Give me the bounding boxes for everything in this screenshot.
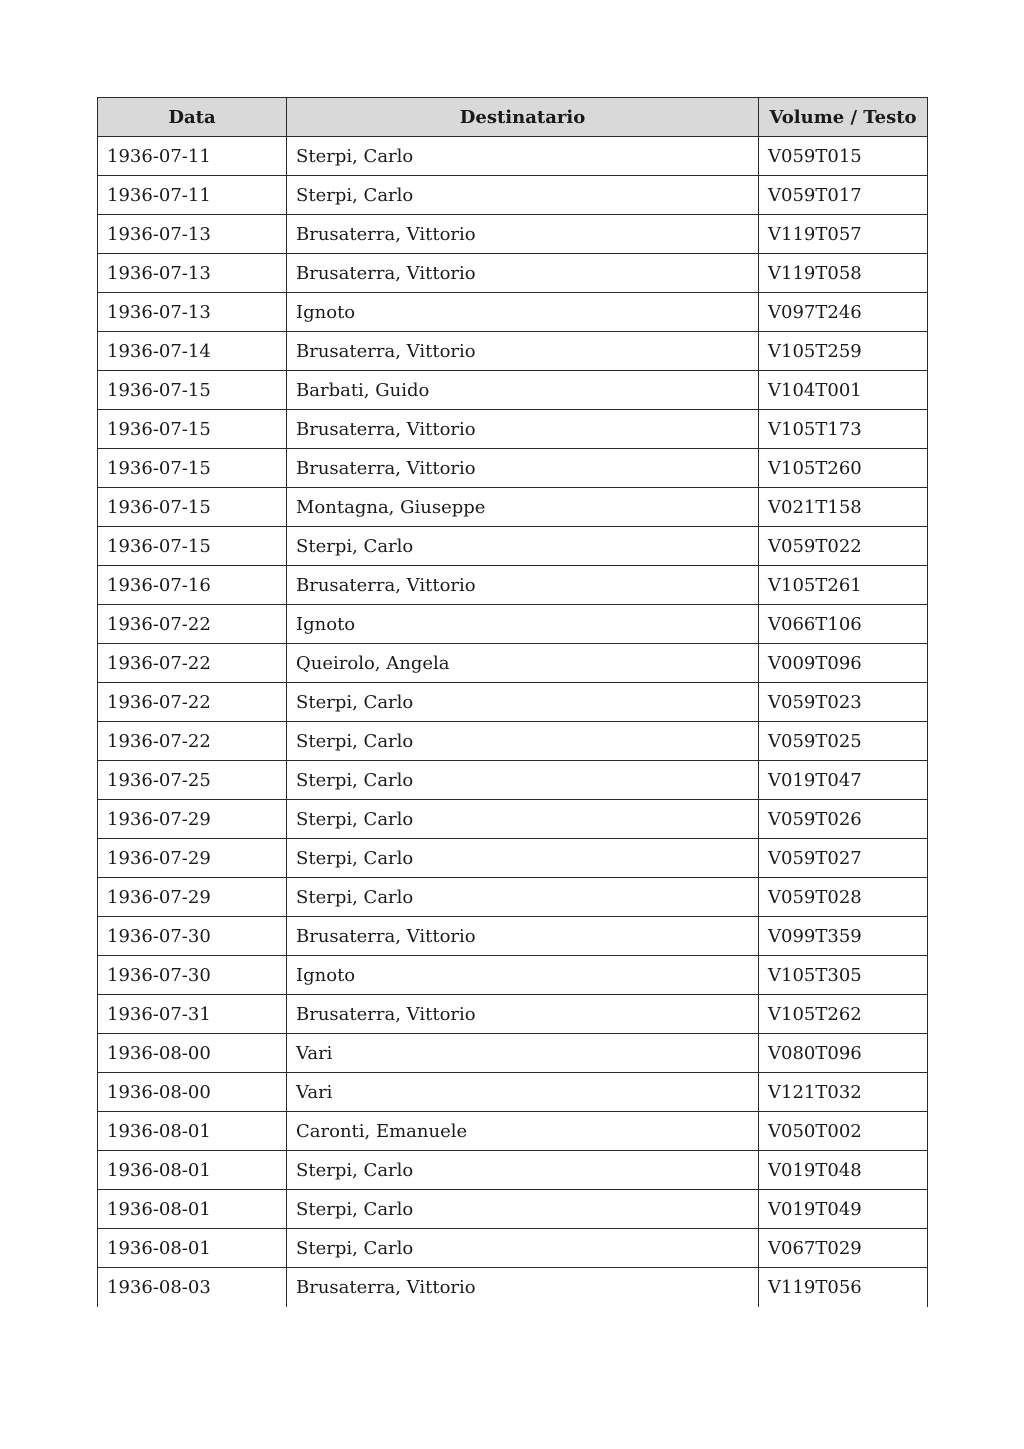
cell-date: 1936-07-15: [98, 488, 287, 527]
table-row: [98, 1034, 928, 1073]
cell-date: 1936-07-22: [98, 722, 287, 761]
table-row: [98, 1229, 928, 1268]
table-row: [98, 566, 928, 605]
cell-date: 1936-07-11: [98, 137, 287, 176]
cell-recipient: Montagna, Giuseppe: [287, 488, 759, 527]
cell-recipient: Sterpi, Carlo: [287, 761, 759, 800]
cell-recipient: Ignoto: [287, 605, 759, 644]
cell-date: 1936-08-01: [98, 1112, 287, 1151]
cell-volume: V009T096: [759, 644, 928, 683]
cell-date: 1936-08-01: [98, 1190, 287, 1229]
cell-date: 1936-07-14: [98, 332, 287, 371]
cell-date: 1936-07-29: [98, 839, 287, 878]
cell-volume: V019T049: [759, 1190, 928, 1229]
cell-date: 1936-07-30: [98, 956, 287, 995]
cell-recipient: Sterpi, Carlo: [287, 683, 759, 722]
table-row: [98, 215, 928, 254]
cell-volume: V059T017: [759, 176, 928, 215]
table-row: [98, 839, 928, 878]
cell-volume: V059T028: [759, 878, 928, 917]
cell-recipient: Barbati, Guido: [287, 371, 759, 410]
document-page: [97, 97, 927, 1307]
cell-volume: V105T259: [759, 332, 928, 371]
table-row: [98, 644, 928, 683]
cell-recipient: Sterpi, Carlo: [287, 1229, 759, 1268]
cell-date: 1936-07-13: [98, 215, 287, 254]
cell-volume: V105T305: [759, 956, 928, 995]
table-row: [98, 761, 928, 800]
cell-volume: V059T025: [759, 722, 928, 761]
table-row: [98, 1151, 928, 1190]
column-header-recipient: Destinatario: [287, 98, 759, 137]
cell-volume: V105T261: [759, 566, 928, 605]
table-row: [98, 1190, 928, 1229]
cell-date: 1936-07-29: [98, 800, 287, 839]
cell-recipient: Sterpi, Carlo: [287, 527, 759, 566]
cell-recipient: Sterpi, Carlo: [287, 800, 759, 839]
cell-recipient: Ignoto: [287, 956, 759, 995]
table-row: [98, 683, 928, 722]
cell-date: 1936-07-31: [98, 995, 287, 1034]
cell-volume: V119T056: [759, 1268, 928, 1307]
letters-table: [97, 97, 928, 1307]
cell-volume: V099T359: [759, 917, 928, 956]
cell-recipient: Brusaterra, Vittorio: [287, 1268, 759, 1307]
table-row: [98, 995, 928, 1034]
table-row: [98, 1073, 928, 1112]
cell-date: 1936-07-13: [98, 293, 287, 332]
cell-volume: V066T106: [759, 605, 928, 644]
table-row: [98, 449, 928, 488]
cell-recipient: Ignoto: [287, 293, 759, 332]
cell-recipient: Sterpi, Carlo: [287, 1151, 759, 1190]
table-row: [98, 137, 928, 176]
cell-recipient: Brusaterra, Vittorio: [287, 254, 759, 293]
table-row: [98, 410, 928, 449]
cell-date: 1936-07-22: [98, 644, 287, 683]
cell-recipient: Sterpi, Carlo: [287, 722, 759, 761]
table-row: [98, 878, 928, 917]
table-row: [98, 605, 928, 644]
cell-date: 1936-07-22: [98, 683, 287, 722]
cell-date: 1936-08-03: [98, 1268, 287, 1307]
table-row: [98, 917, 928, 956]
cell-date: 1936-08-01: [98, 1229, 287, 1268]
cell-recipient: Sterpi, Carlo: [287, 878, 759, 917]
cell-volume: V021T158: [759, 488, 928, 527]
table-row: [98, 1112, 928, 1151]
cell-volume: V059T027: [759, 839, 928, 878]
cell-recipient: Queirolo, Angela: [287, 644, 759, 683]
table-row: [98, 800, 928, 839]
cell-volume: V059T026: [759, 800, 928, 839]
table-row: [98, 488, 928, 527]
table-row: [98, 332, 928, 371]
table-row: [98, 956, 928, 995]
cell-volume: V104T001: [759, 371, 928, 410]
table-body: [98, 137, 928, 1307]
cell-volume: V097T246: [759, 293, 928, 332]
cell-volume: V119T057: [759, 215, 928, 254]
cell-volume: V119T058: [759, 254, 928, 293]
cell-recipient: Brusaterra, Vittorio: [287, 449, 759, 488]
table-row: [98, 722, 928, 761]
cell-volume: V059T023: [759, 683, 928, 722]
cell-recipient: Brusaterra, Vittorio: [287, 566, 759, 605]
cell-volume: V059T022: [759, 527, 928, 566]
cell-volume: V105T173: [759, 410, 928, 449]
header-row: [98, 98, 928, 137]
cell-volume: V121T032: [759, 1073, 928, 1112]
cell-volume: V105T260: [759, 449, 928, 488]
table-row: [98, 1268, 928, 1307]
cell-recipient: Sterpi, Carlo: [287, 176, 759, 215]
cell-date: 1936-07-15: [98, 371, 287, 410]
cell-recipient: Vari: [287, 1073, 759, 1112]
cell-recipient: Sterpi, Carlo: [287, 137, 759, 176]
cell-date: 1936-07-15: [98, 527, 287, 566]
table-row: [98, 293, 928, 332]
column-header-date: Data: [98, 98, 287, 137]
cell-recipient: Caronti, Emanuele: [287, 1112, 759, 1151]
cell-date: 1936-07-13: [98, 254, 287, 293]
cell-volume: V019T048: [759, 1151, 928, 1190]
table-row: [98, 371, 928, 410]
table-row: [98, 254, 928, 293]
cell-date: 1936-07-15: [98, 410, 287, 449]
cell-volume: V059T015: [759, 137, 928, 176]
cell-date: 1936-08-00: [98, 1034, 287, 1073]
cell-recipient: Sterpi, Carlo: [287, 1190, 759, 1229]
cell-volume: V019T047: [759, 761, 928, 800]
table-row: [98, 527, 928, 566]
cell-date: 1936-08-01: [98, 1151, 287, 1190]
cell-date: 1936-07-11: [98, 176, 287, 215]
cell-recipient: Brusaterra, Vittorio: [287, 215, 759, 254]
cell-date: 1936-07-25: [98, 761, 287, 800]
cell-volume: V067T029: [759, 1229, 928, 1268]
cell-volume: V080T096: [759, 1034, 928, 1073]
cell-volume: V105T262: [759, 995, 928, 1034]
cell-date: 1936-07-16: [98, 566, 287, 605]
cell-recipient: Brusaterra, Vittorio: [287, 332, 759, 371]
cell-date: 1936-07-30: [98, 917, 287, 956]
cell-volume: V050T002: [759, 1112, 928, 1151]
cell-date: 1936-08-00: [98, 1073, 287, 1112]
cell-recipient: Brusaterra, Vittorio: [287, 917, 759, 956]
table-header: [98, 98, 928, 137]
cell-recipient: Brusaterra, Vittorio: [287, 410, 759, 449]
cell-recipient: Sterpi, Carlo: [287, 839, 759, 878]
cell-date: 1936-07-22: [98, 605, 287, 644]
table-row: [98, 176, 928, 215]
cell-recipient: Vari: [287, 1034, 759, 1073]
cell-date: 1936-07-15: [98, 449, 287, 488]
column-header-volume: Volume / Testo: [759, 98, 928, 137]
cell-date: 1936-07-29: [98, 878, 287, 917]
cell-recipient: Brusaterra, Vittorio: [287, 995, 759, 1034]
